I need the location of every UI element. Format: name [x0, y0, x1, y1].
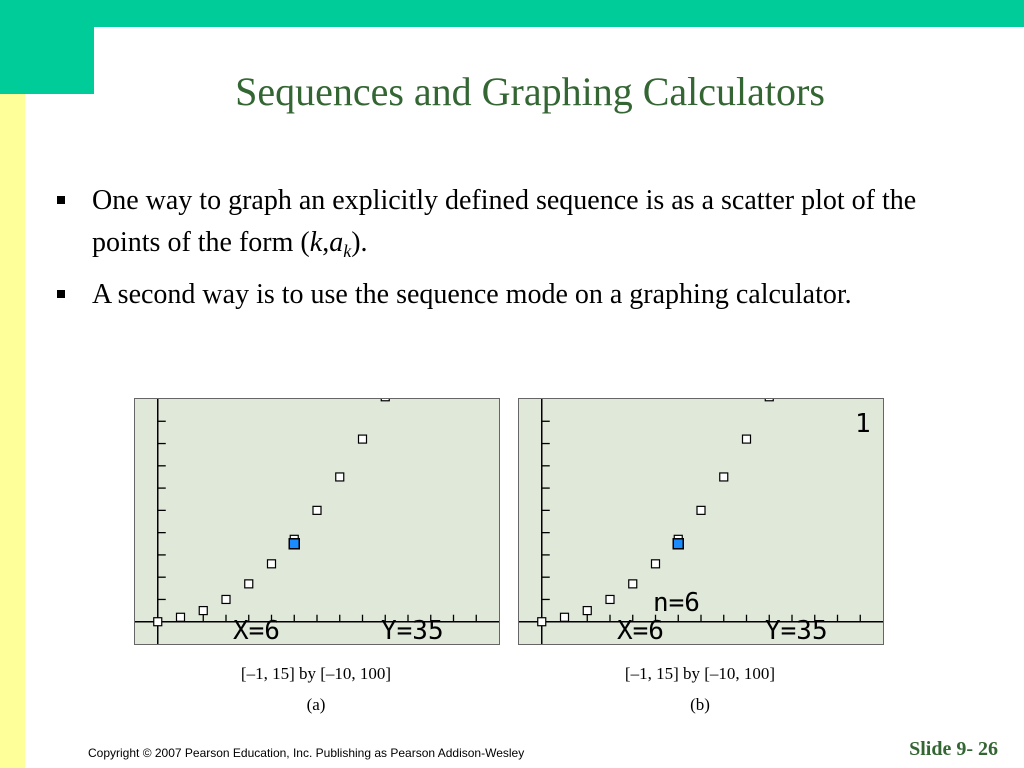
- var-a: a: [329, 227, 344, 258]
- data-point: [583, 607, 591, 615]
- corner-accent-block: [0, 0, 94, 94]
- data-point: [606, 595, 614, 603]
- sequence-number-label: 1: [855, 409, 871, 439]
- panel-label-a: (a): [306, 695, 326, 714]
- bullet-square-icon: [57, 196, 65, 204]
- readout-y: Y=35: [765, 616, 828, 644]
- sequence-n-label: n=6: [653, 588, 700, 618]
- panel-label-b: (b): [690, 695, 710, 714]
- slide-title: Sequences and Graphing Calculators: [235, 69, 825, 114]
- window-label-a: [–1, 15] by [–10, 100]: [240, 664, 392, 683]
- data-point: [154, 618, 162, 626]
- bullet-list: [57, 180, 957, 318]
- data-point: [743, 435, 751, 443]
- trace-cursor-point: [673, 539, 683, 549]
- data-point: [359, 435, 367, 443]
- data-point: [245, 580, 253, 588]
- scatter-plot-a: [135, 399, 499, 644]
- calculator-screen-b: [518, 398, 884, 645]
- data-point: [336, 473, 344, 481]
- readout-y: Y=35: [381, 616, 444, 644]
- readout-x: X=6: [233, 616, 280, 644]
- subscript-k: k: [343, 241, 352, 261]
- data-point: [381, 399, 389, 401]
- left-accent-bar: [0, 94, 25, 768]
- bullet-item-1: One way to graph an explicitly defined sequence is as a scatter plot of the points of the form $(k,a_k)$.: [57, 180, 957, 272]
- data-point: [561, 613, 569, 621]
- data-point: [313, 506, 321, 514]
- bullet-item-2: A second way is to use the sequence mode on a graphing calculator.: [57, 274, 957, 316]
- window-label-b: [–1, 15] by [–10, 100]: [624, 664, 776, 683]
- readout-x: X=6: [617, 616, 664, 644]
- data-point: [765, 399, 773, 401]
- bullet-square-icon: [57, 290, 65, 298]
- footer-copyright: Copyright © 2007 Pearson Education, Inc. Publishing as Pearson Addison-Wesley: [88, 746, 525, 760]
- data-point: [268, 560, 276, 568]
- data-point: [720, 473, 728, 481]
- data-point: [652, 560, 660, 568]
- data-point: [199, 607, 207, 615]
- data-point: [177, 613, 185, 621]
- data-point: [222, 595, 230, 603]
- trace-cursor-point: [289, 539, 299, 549]
- top-accent-bar: [0, 0, 1024, 27]
- slide-number: Slide 9- 26: [909, 738, 998, 760]
- calculator-screen-a: [134, 398, 500, 645]
- data-point: [697, 506, 705, 514]
- data-point: [629, 580, 637, 588]
- data-point: [538, 618, 546, 626]
- scatter-plot-b: [519, 399, 883, 644]
- var-k: k: [309, 227, 323, 258]
